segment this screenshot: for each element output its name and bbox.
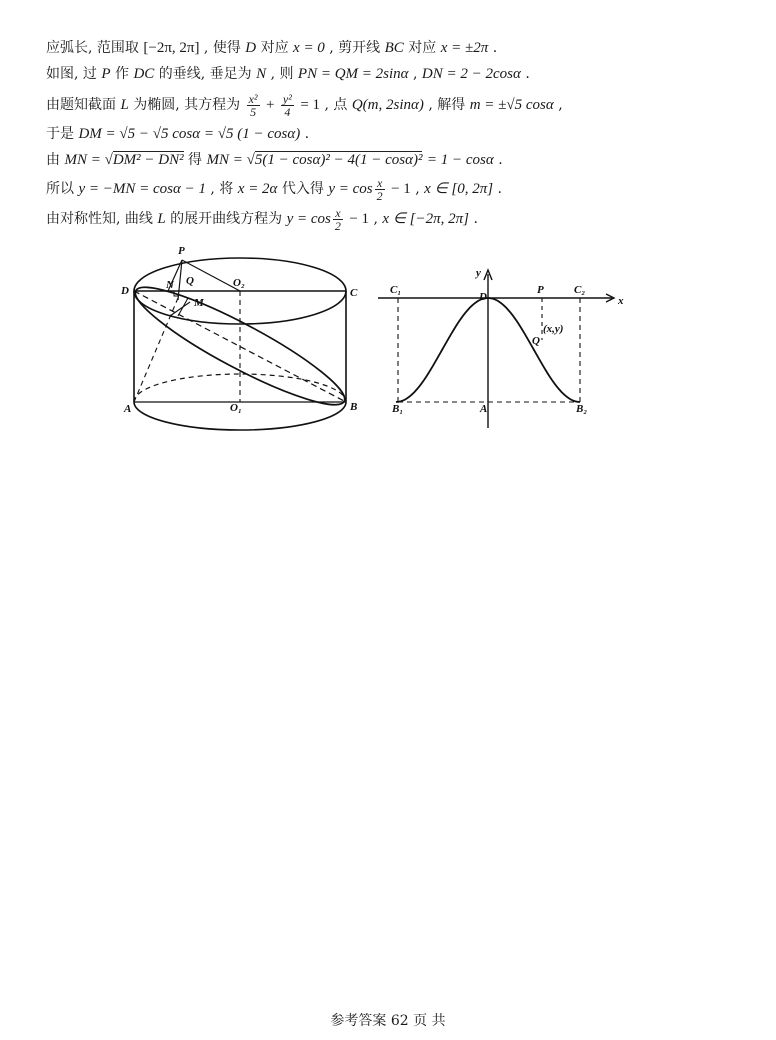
text: 由对称性知, 曲线	[46, 211, 153, 227]
text: , 将	[210, 181, 234, 197]
math-x-2alpha: x = 2α	[237, 181, 278, 197]
label-m: M	[194, 297, 204, 309]
math-y-cos: y = cos	[286, 211, 331, 227]
text: 的垂线, 垂足为	[158, 66, 252, 82]
text: ,	[415, 181, 420, 197]
math-x0: x = 0	[293, 40, 325, 56]
math-curve-l: L	[120, 97, 129, 113]
math-domain: x ∈ [−2π, 2π]	[382, 211, 469, 227]
math-range: [−2π, 2π]	[143, 40, 200, 56]
label-x: x	[618, 295, 624, 307]
math-x-pm2pi: x = ±2π	[440, 40, 489, 56]
math-bc: BC	[384, 40, 404, 56]
text: 为椭圆, 其方程为	[133, 97, 241, 113]
text: ,	[373, 211, 378, 227]
text-line-4	[46, 124, 309, 144]
label-c2: C₂	[574, 284, 586, 296]
text-line-2	[46, 64, 530, 84]
label-q-graph: Q	[532, 335, 540, 347]
fraction-x-2: $\frac{x}{2}$	[376, 175, 383, 203]
text: 得	[188, 152, 203, 168]
text: 作	[114, 66, 129, 82]
text-line-6	[46, 176, 502, 202]
text-line-7	[46, 206, 478, 232]
label-b: B	[350, 401, 358, 413]
math-y-expr: y = −MN = cosα − 1	[78, 181, 206, 197]
math-curve-l: L	[157, 211, 166, 227]
math-radicand: DM² − DN²	[112, 152, 184, 168]
fraction-x2-5: $\frac{\text{x²}}{5}$	[248, 91, 258, 119]
math-minus-1: − 1	[391, 181, 411, 197]
text: 代入得	[281, 181, 324, 197]
text: 由题知截面	[46, 97, 116, 113]
label-d: D	[121, 285, 129, 297]
text-line-5	[46, 150, 503, 170]
label-y: y	[476, 267, 481, 279]
fraction-x-2: $\frac{x}{2}$	[334, 205, 341, 233]
label-xy: (x,y)	[543, 323, 564, 335]
text: .	[304, 126, 310, 142]
text: 的展开曲线方程为	[170, 211, 283, 227]
text: .	[498, 152, 503, 168]
figures	[110, 240, 650, 440]
segment-pn	[178, 260, 182, 300]
math-radicand: 5(1 − cosα)² − 4(1 − cosα)²	[254, 152, 423, 168]
text: , 解得	[428, 97, 466, 113]
math-minus-1: − 1	[349, 211, 370, 227]
fraction-y2-4: $\frac{\text{y²}}{4}$	[282, 91, 292, 119]
math-plus: +	[266, 97, 275, 113]
text: 应弧长, 范围取	[46, 40, 139, 56]
label-c1: C₁	[390, 284, 402, 296]
math-eq-1: = 1	[300, 97, 321, 113]
math-domain: x ∈ [0, 2π]	[424, 181, 494, 197]
text: .	[497, 181, 502, 197]
text: , 点	[324, 97, 348, 113]
label-d-graph: D	[479, 291, 487, 303]
text: .	[473, 211, 478, 227]
segment-dashed-left	[134, 298, 178, 402]
label-o2: O₂	[233, 277, 245, 289]
text: , 剪开线	[329, 40, 381, 56]
text: ,	[558, 97, 563, 113]
math-mn-sqrt: MN = √	[64, 152, 113, 168]
text: .	[525, 66, 530, 82]
label-b2: B₂	[576, 403, 588, 415]
math-m-solution: m = ±√5 cosα	[469, 97, 554, 113]
math-point-p: P	[101, 66, 111, 82]
math-point-d: D	[245, 40, 257, 56]
text: 由	[46, 152, 60, 168]
text: 于是	[46, 126, 74, 142]
text: , 则	[270, 66, 294, 82]
text: 对应	[408, 40, 437, 56]
label-p: P	[178, 245, 185, 257]
text-line-3	[46, 92, 563, 118]
label-a: A	[124, 403, 132, 415]
math-point-n: N	[256, 66, 267, 82]
text: 所以	[46, 181, 74, 197]
bottom-ellipse-back	[134, 374, 346, 402]
math-dc: DC	[133, 66, 155, 82]
label-o1: O₁	[230, 402, 242, 414]
label-c: C	[350, 287, 358, 299]
math-mn-sqrt: MN = √	[206, 152, 255, 168]
math-point-q: Q(m, 2sinα)	[351, 97, 424, 113]
label-p-graph: P	[537, 284, 544, 296]
math-mn-result: = 1 − cosα	[426, 152, 494, 168]
label-a-graph: A	[480, 403, 488, 415]
math-pn-qm: PN = QM = 2sinα	[297, 66, 409, 82]
label-b1: B₁	[392, 403, 404, 415]
math-y-cos: y = cos	[328, 181, 373, 197]
text: , 使得	[203, 40, 241, 56]
page-footer: 参考答案 62 页 共	[330, 1013, 446, 1029]
math-dn: DN = 2 − 2cosα	[421, 66, 521, 82]
text: 如图, 过	[46, 66, 97, 82]
text: 对应	[260, 40, 289, 56]
graph-labels	[390, 267, 624, 415]
text: .	[492, 40, 498, 56]
text: ,	[413, 66, 418, 82]
math-dm: DM = √5 − √5 cosα = √5 (1 − cosα)	[78, 126, 301, 142]
label-q: Q	[186, 275, 194, 287]
label-n: N	[166, 279, 174, 291]
text-line-1	[46, 38, 497, 58]
